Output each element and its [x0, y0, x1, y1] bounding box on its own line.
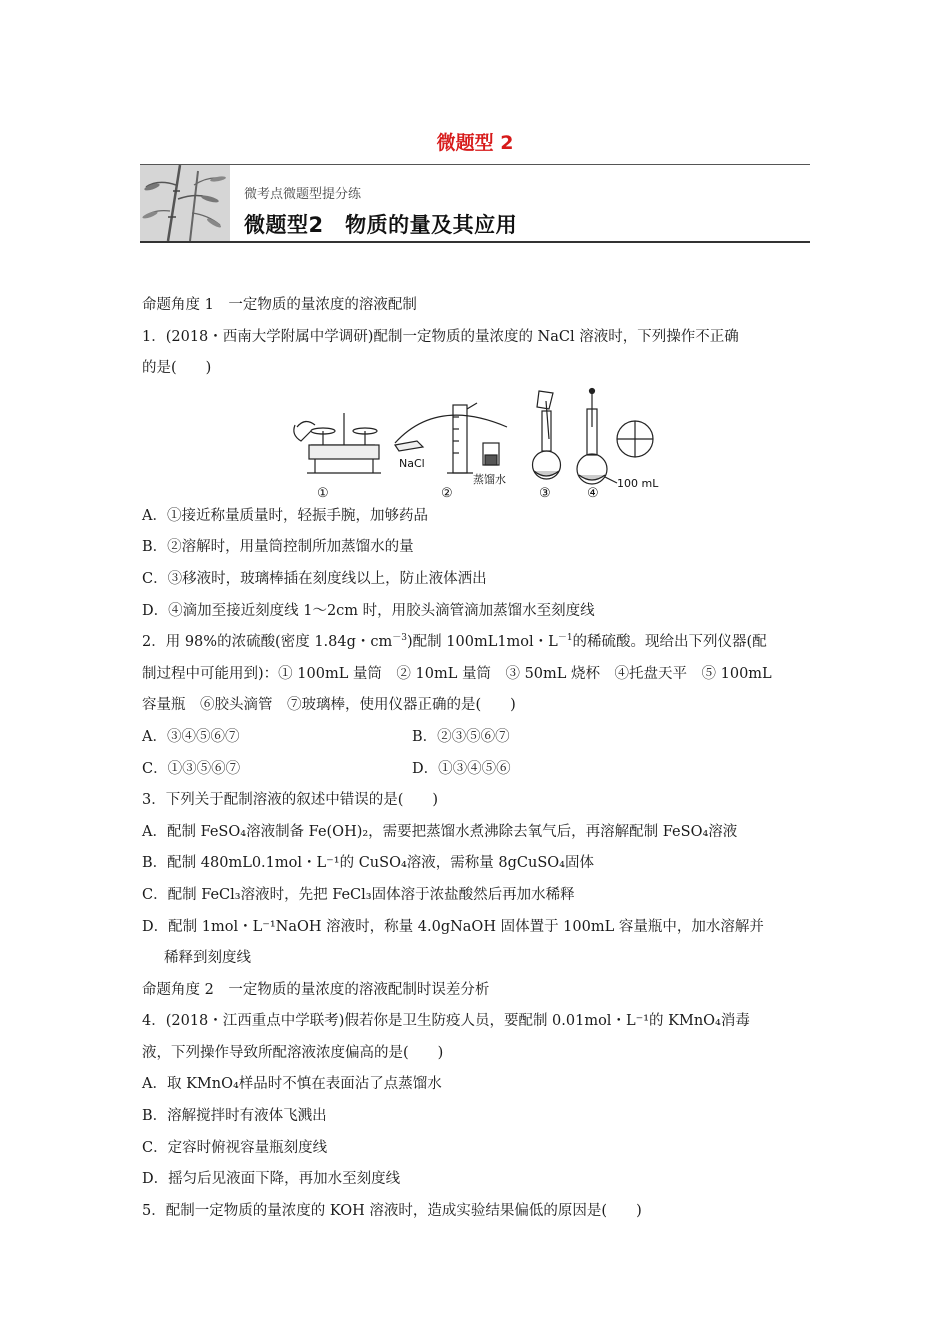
- banner-subtitle: 微考点微题型提分练: [244, 187, 362, 202]
- figure-mark-2: ②: [441, 485, 453, 499]
- q2-option-d: D．①③④⑤⑥: [412, 760, 511, 777]
- q1-option-c: C．③移液时，玻璃棒插在刻度线以上，防止液体洒出: [142, 570, 487, 587]
- q2-sup-b: －1: [557, 633, 573, 644]
- section-heading-1: 命题角度 1 一定物质的量浓度的溶液配制: [142, 297, 417, 313]
- q2-options-row2: [142, 754, 812, 786]
- q1-stem-line2: 的是( ): [142, 360, 212, 377]
- q3-option-b: B．配制 480mL0.1mol・L⁻¹的 CuSO₄溶液，需称量 8gCuSO₄固体: [142, 855, 594, 872]
- banner-top-rule: [140, 164, 810, 165]
- q3-option-d-line1: D．配制 1mol・L⁻¹NaOH 溶液时，称量 4.0gNaOH 固体置于 100mL 容量瓶中，加水溶解并: [142, 918, 764, 935]
- q1-apparatus-figure: [142, 385, 812, 501]
- q3-stem: 3．下列关于配制溶液的叙述中错误的是( ): [142, 792, 439, 809]
- q1-option-b: B．②溶解时，用量筒控制所加蒸馏水的量: [142, 539, 414, 556]
- q1-stem-line1: 1．(2018・西南大学附属中学调研)配制一定物质的量浓度的 NaCl 溶液时，下列操作不正确: [142, 328, 739, 345]
- q4-option-c: C．定容时俯视容量瓶刻度线: [142, 1139, 328, 1156]
- flask-volume-label: 100 mL: [617, 476, 659, 490]
- q1-option-d: D．④滴加至接近刻度线 1～2cm 时，用胶头滴管滴加蒸馏水至刻度线: [142, 602, 595, 619]
- q2-stem-line3: 容量瓶 ⑥胶头滴管 ⑦玻璃棒，使用仪器正确的是( ): [142, 697, 516, 714]
- bamboo-illustration: [140, 165, 230, 241]
- page-title: 微题型 2: [436, 132, 514, 154]
- q2-option-b: B．②③⑤⑥⑦: [412, 728, 510, 745]
- q3-option-d-line2: 稀释到刻度线: [164, 950, 251, 967]
- q4-stem-line2: 液，下列操作导致所配溶液浓度偏高的是( ): [142, 1044, 444, 1061]
- q4-option-d: D．摇匀后见液面下降，再加水至刻度线: [142, 1171, 401, 1188]
- figure-mark-1: ①: [317, 485, 329, 499]
- q4-option-b: B．溶解搅拌时有液体飞溅出: [142, 1108, 327, 1125]
- question-content: [142, 290, 812, 1227]
- figure-mark-4: ④: [587, 485, 599, 499]
- q1-option-a: A．①接近称量质量时，轻振手腕，加够药品: [142, 507, 428, 524]
- q4-option-a: A．取 KMnO₄样品时不慎在表面沾了点蒸馏水: [142, 1076, 442, 1093]
- q2-option-c: C．①③⑤⑥⑦: [142, 760, 241, 777]
- q2-text-b: )配制 100mL1mol・L: [407, 634, 558, 651]
- q2-text-c: 的稀硫酸。现给出下列仪器(配: [572, 634, 767, 651]
- q2-sup-a: －3: [392, 633, 408, 644]
- banner-bottom-rule: [140, 241, 810, 243]
- section-heading-2: 命题角度 2 一定物质的量浓度的溶液配制时误差分析: [142, 981, 490, 998]
- q2-stem-line2: 制过程中可能用到)：① 100mL 量筒 ② 10mL 量筒 ③ 50mL 烧杯 ④托盘天平 ⑤ 100mL: [142, 665, 772, 682]
- figure-mark-3: ③: [539, 485, 551, 499]
- q2-text-a: 2．用 98%的浓硫酸(密度 1.84g・cm: [142, 634, 393, 651]
- q3-option-c: C．配制 FeCl₃溶液时，先把 FeCl₃固体溶于浓盐酸然后再加水稀释: [142, 886, 575, 903]
- q2-options-row1: [142, 722, 812, 754]
- q3-option-a: A．配制 FeSO₄溶液制备 Fe(OH)₂，需要把蒸馏水煮沸除去氧气后，再溶解配制 FeSO₄溶液: [142, 823, 738, 840]
- q5-stem: 5．配制一定物质的量浓度的 KOH 溶液时，造成实验结果偏低的原因是( ): [142, 1202, 642, 1219]
- q2-stem-line1: [142, 627, 812, 659]
- water-label: 蒸馏水: [473, 472, 506, 486]
- q4-stem-line1: 4．(2018・江西重点中学联考)假若你是卫生防疫人员，要配制 0.01mol・L⁻¹的 KMnO₄消毒: [142, 1013, 750, 1030]
- section-banner: [140, 164, 810, 242]
- banner-title: 微题型2 物质的量及其应用: [244, 213, 518, 237]
- nacl-label: NaCl: [399, 456, 425, 470]
- q2-option-a: A．③④⑤⑥⑦: [142, 728, 240, 745]
